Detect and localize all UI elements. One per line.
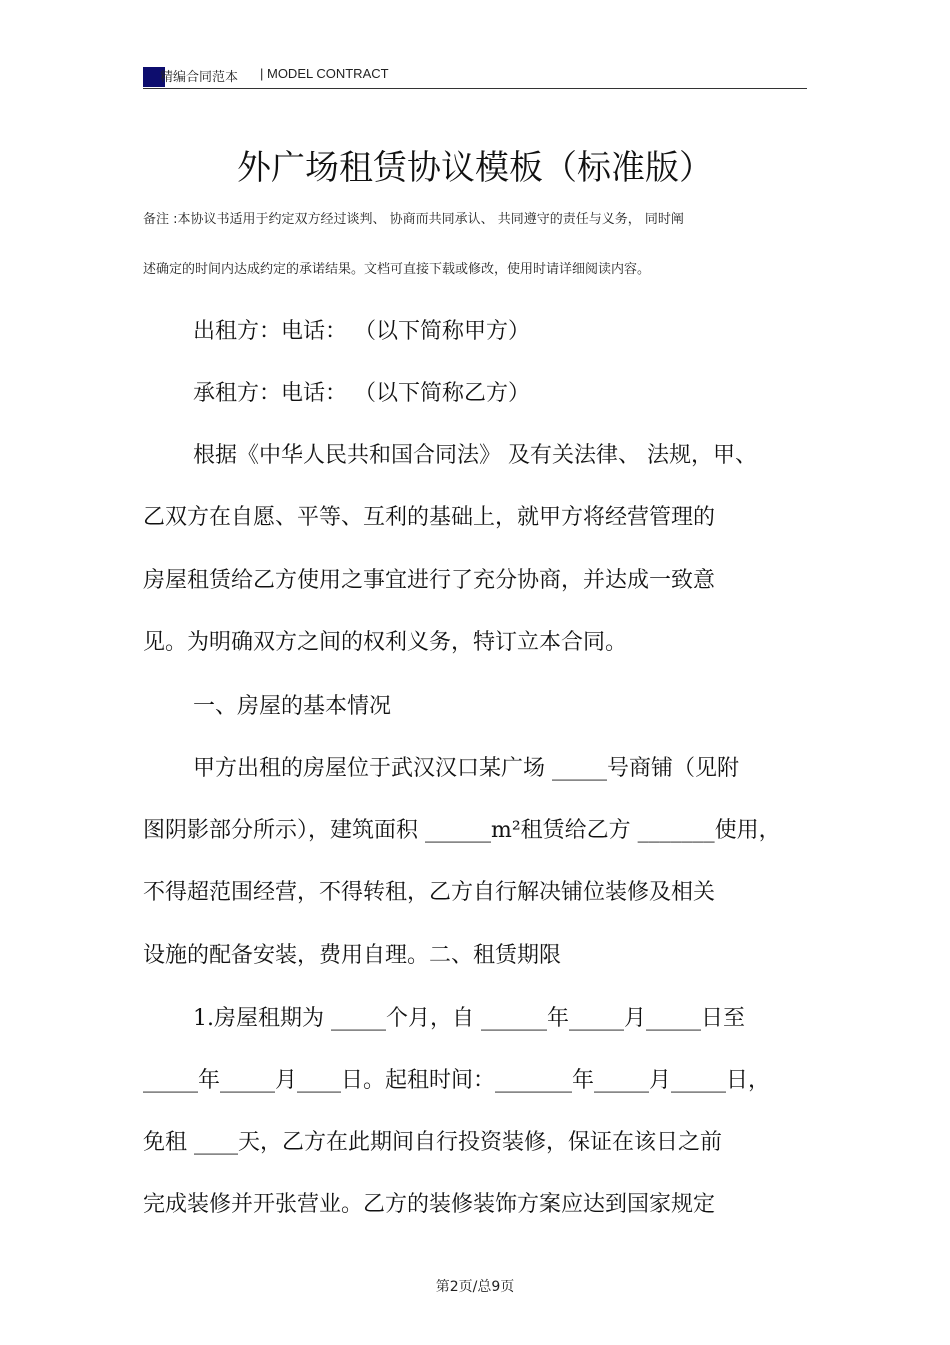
note-line-2: 述确定的时间内达成约定的承诺结果。文档可直接下载或修改，使用时请详细阅读内容。 xyxy=(143,262,651,277)
header-brand-cn: 精编合同范本 xyxy=(160,70,239,85)
body-line: 1.房屋租期为 _____个月，自 ______年_____月_____日至 xyxy=(193,1006,745,1031)
header-brand-en: | MODEL CONTRACT xyxy=(260,66,389,81)
section-heading: 一、房屋的基本情况 xyxy=(193,694,392,719)
body-line: 乙双方在自愿、平等、互利的基础上，就甲方将经营管理的 xyxy=(143,505,716,530)
body-line: 完成装修并开张营业。乙方的装修装饰方案应达到国家规定 xyxy=(143,1192,716,1217)
body-line: 根据《中华人民共和国合同法》 及有关法律、 法规，甲、 xyxy=(193,443,757,468)
body-line: 设施的配备安装，费用自理。二、租赁期限 xyxy=(143,943,562,968)
body-line: 甲方出租的房屋位于武汉汉口某广场 _____号商铺（见附 xyxy=(193,756,739,781)
lessee-line: 承租方：电话： （以下简称乙方） xyxy=(193,381,530,406)
document-title: 外广场租赁协议模板（标准版） xyxy=(237,148,713,188)
body-line: 图阴影部分所示），建筑面积 ______m²租赁给乙方 _______使用， xyxy=(143,818,781,843)
body-line: 不得超范围经营，不得转租，乙方自行解决铺位装修及相关 xyxy=(143,880,716,905)
lessor-line: 出租方：电话： （以下简称甲方） xyxy=(193,319,530,344)
header-rule xyxy=(143,88,807,89)
body-line: 免租 ____天，乙方在此期间自行投资装修，保证在该日之前 xyxy=(143,1130,722,1155)
body-line: 见。为明确双方之间的权利义务，特订立本合同。 xyxy=(143,630,628,655)
page-number: 第2页/总9页 xyxy=(435,1279,515,1295)
note-line-1: 备注 :本协议书适用于约定双方经过谈判、 协商而共同承认、 共同遵守的责任与义务， 同时阐 xyxy=(143,212,684,227)
body-line: _____年_____月____日。起租时间：_______年_____月_____日， xyxy=(143,1068,771,1093)
body-line: 房屋租赁给乙方使用之事宜进行了充分协商，并达成一致意 xyxy=(143,568,716,593)
